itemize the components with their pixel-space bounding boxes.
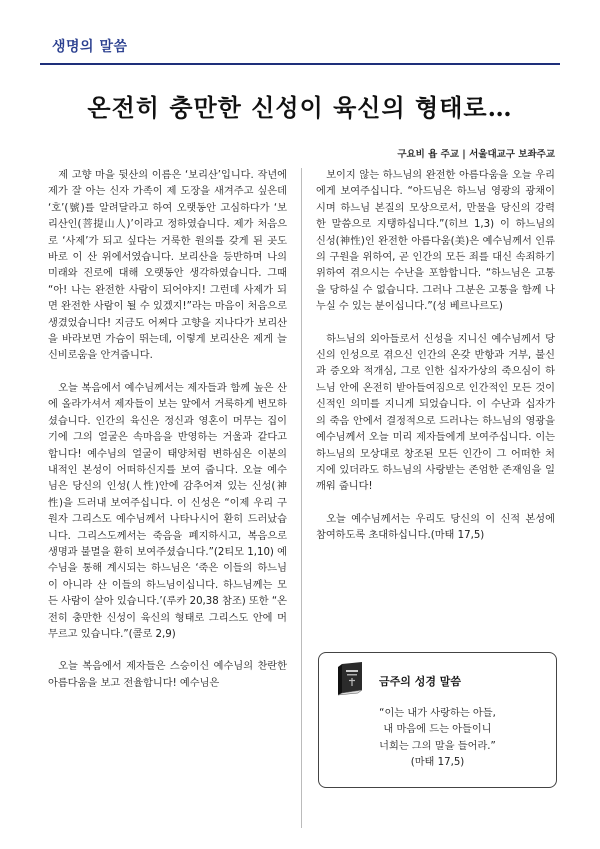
weekly-verse-box (318, 652, 557, 788)
section-tag: 생명의 말씀 (52, 39, 128, 55)
verse-line: 너희는 그의 말을 들어라.” (379, 740, 496, 752)
verse-line: “이는 내가 사랑하는 아들, (379, 708, 496, 719)
right-column (316, 168, 555, 561)
body-paragraph: 보이지 않는 하느님의 완전한 아름다움을 오늘 우리에게 보여주십니다. “아드님은 하느님 영광의 광채이시며 하느님 본질의 모상으로서, 만물을 당신의 강력한 말씀으로 지탱하십니다.”(히브 1,3) 이 하느님의 신성(神性)인 완전한 아름다움(美)은 예수님께서 인류의 구원을 위하여, 곧 인간의 모든 죄를 대신 속죄하기 위하여 겪으시는 수난을 포함합니다. “하느님은 고통을 당하실 수 없습니다. 그러나 그분은 고통을 함께 나누실 수 있는 분이십니다.”(성 베르나르도) (316, 170, 555, 313)
header-rule (40, 63, 560, 65)
verse-reference: (마태 17,5) (410, 757, 465, 769)
body-paragraph: 오늘 예수님께서는 우리도 당신의 이 신적 본성에 참여하도록 초대하십니다.(마태 17,5) (316, 513, 555, 542)
verse-text (319, 706, 556, 772)
body-paragraph: 오늘 복음에서 제자들은 스승이신 예수님의 찬란한 아름다움을 보고 전율합니다! 예수님은 (48, 661, 287, 689)
left-column (48, 168, 287, 708)
body-paragraph: 오늘 복음에서 예수님께서는 제자들과 함께 높은 산에 올라가셔서 제자들이 보는 앞에서 거룩하게 변모하셨습니다. 인간의 육신은 정신과 영혼이 머무는 집이기에 그의 얼굴은 속마음을 반영하는 거울과 같다고 합니다! 예수님의 얼굴이 태양처럼 변하심은 이분의 내적인 본성이 어떠하신지를 보여 줍니다. 오늘 예수님은 당신의 인성(人性)안에 감추어져 있는 신성(神性)을 드러내 보여주십니다. 이 신성은 “이제 우리 구원자 그리스도 예수님께서 나타나시어 환히 드러났습니다. 그리스도께서는 죽음을 폐지하시고, 복음으로 생명과 불멸을 환히 보여주셨습니다.”(2티모 1,10) 예수님을 통해 계시되는 하느님은 ‘죽은 이들의 하느님이 아니라 산 이들의 하느님이십니다. 하느님께는 모든 사람이 살아 있습니다.’(루카 20,38 참조) 또한 “온전히 충만한 신성이 육신의 형태로 그리스도 안에 머무르고 있습니다.”(콜로 2,9) (48, 382, 287, 640)
body-paragraph: 하느님의 외아들로서 신성을 지니신 예수님께서 당신의 인성으로 겪으신 인간의 온갖 반항과 거부, 불신과 증오와 적개심, 그로 인한 십자가상의 죽으심이 하느님 안에 온전히 받아들여짐으로 인간적인 모든 것이 신적인 의미를 지니게 되었습니다. 이 수난과 십자가의 죽음 안에서 결정적으로 드러나는 하느님의 영광을 예수님께서 오늘 미리 제자들에게 보여주십니다. 이는 하느님의 모상대로 창조된 모든 인간이 그 어떠한 처지에 있더라도 하느님의 사랑받는 존엄한 존재임을 일깨워 줍니다! (316, 333, 555, 493)
article-title: 온전히 충만한 신성이 육신의 형태로… (87, 93, 513, 122)
verse-heading: 금주의 성경 말씀 (379, 675, 462, 688)
verse-line: 내 마음에 드는 아들이니 (383, 724, 492, 736)
column-divider (301, 168, 302, 828)
author-byline: 구요비 욥 주교 | 서울대교구 보좌주교 (397, 149, 555, 160)
bible-book-icon (336, 660, 366, 700)
body-paragraph: 제 고향 마을 뒷산의 이름은 ‘보리산’입니다. 작년에 제가 잘 아는 신자 가족이 제 도장을 새겨주고 싶은데 ‘호’(號)를 알려달라고 하여 오랫동안 고심하다가 ‘보리산인(菩提山人)’이라고 정하였습니다. 제가 처음으로 ‘사제’가 되고 싶다는 거룩한 원의를 갖게 된 곳도 바로 이 산 위에서였습니다. 보리산을 등반하며 나의 미래와 진로에 대해 오랫동안 생각하였습니다. 그때 “아! 나는 완전한 사람이 되어야지! 그런데 사제가 되면 완전한 사람이 될 수 있겠지!”라는 마음이 처음으로 생겼었습니다! 지금도 어쩌다 고향을 지나다가 보리산을 바라보면 가슴이 뛰는데, 이렇게 보리산은 제게 늘 신비로움을 안겨줍니다. (48, 170, 287, 362)
